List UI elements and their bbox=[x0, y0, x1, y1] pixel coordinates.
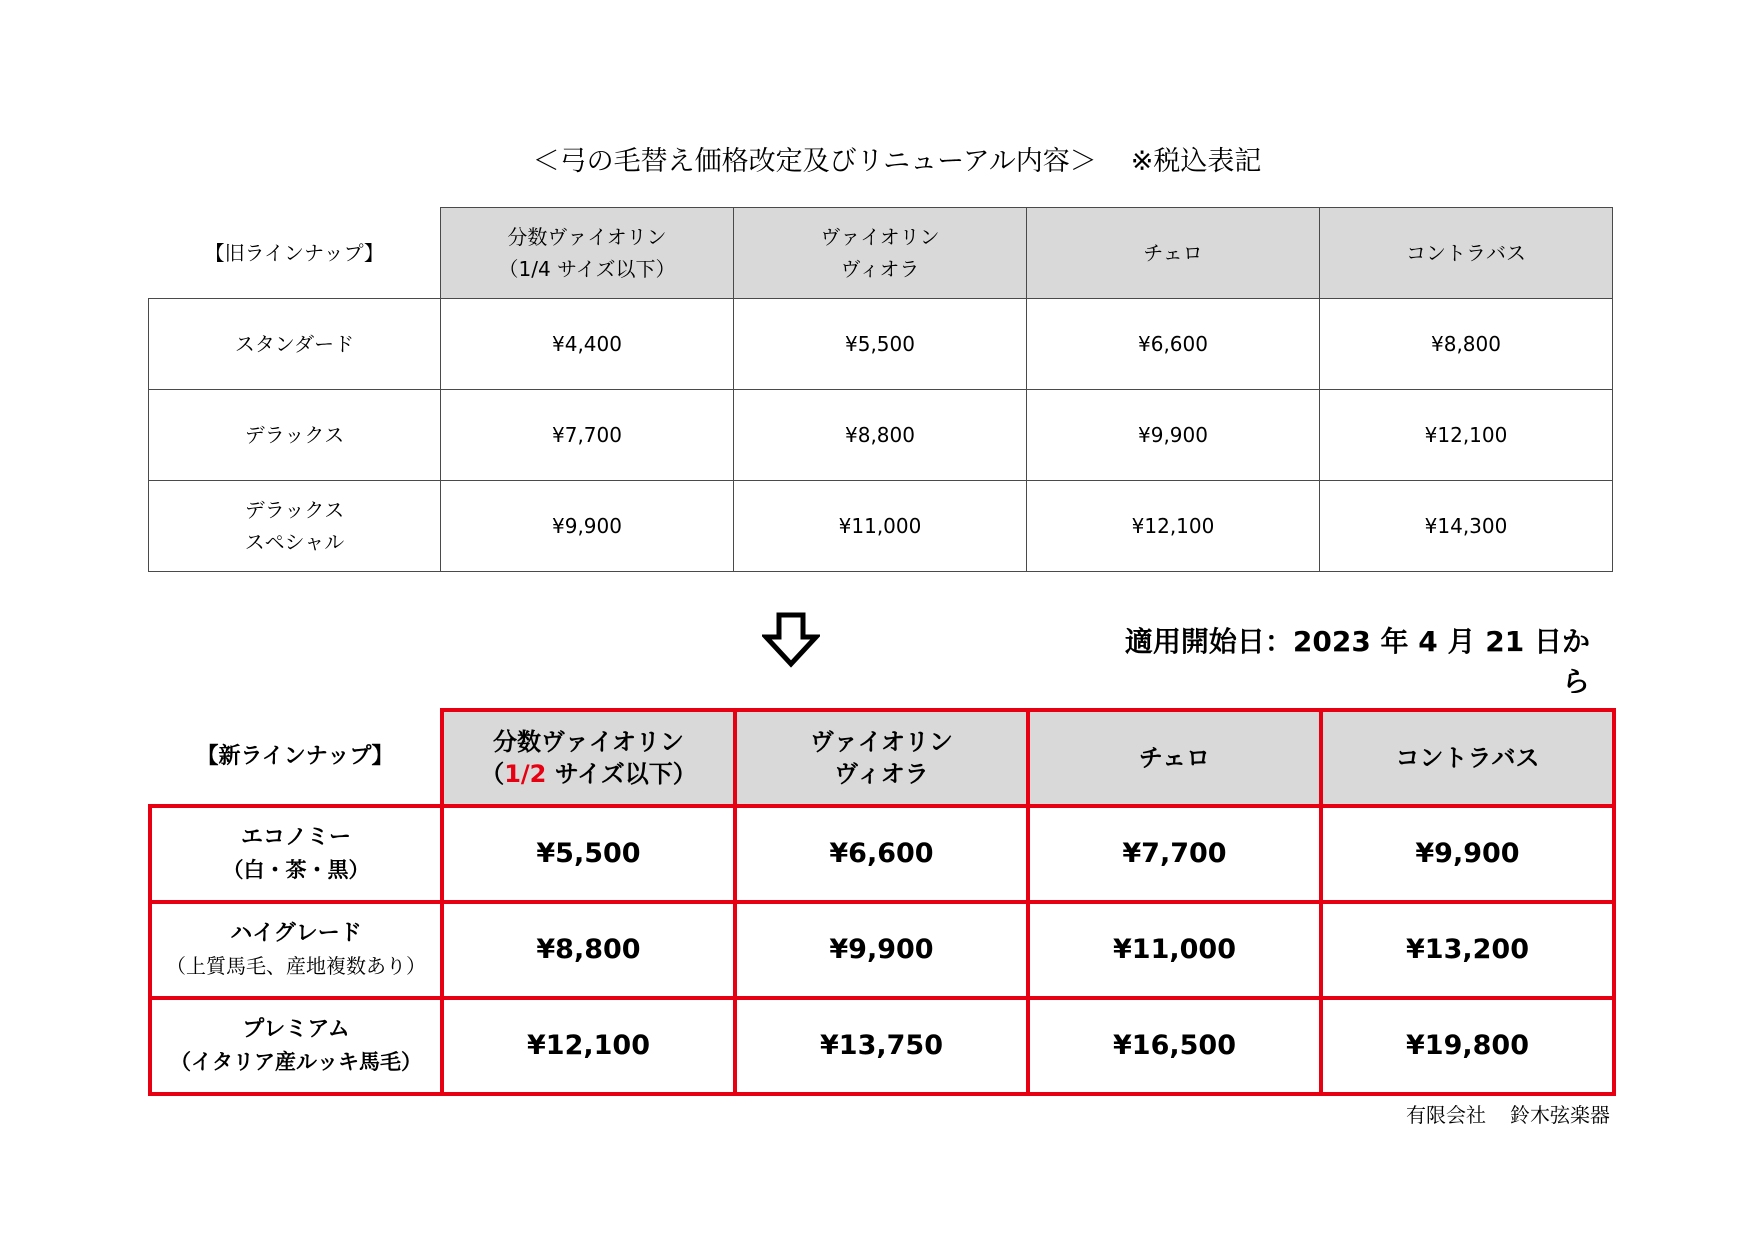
new-lineup-table bbox=[148, 708, 1616, 1096]
price-cell: ¥5,500 bbox=[734, 299, 1027, 390]
price-cell: ¥5,500 bbox=[442, 806, 735, 902]
title-text: ＜弓の毛替え価格改定及びリニューアル内容＞ bbox=[532, 146, 1097, 177]
new-header-contrabass: コントラバス bbox=[1321, 710, 1614, 806]
price-cell: ¥8,800 bbox=[734, 390, 1027, 481]
price-cell: ¥8,800 bbox=[442, 902, 735, 998]
price-cell: ¥4,400 bbox=[441, 299, 734, 390]
price-cell: ¥11,000 bbox=[734, 481, 1027, 572]
price-cell: ¥7,700 bbox=[1028, 806, 1321, 902]
price-cell: ¥12,100 bbox=[1027, 481, 1320, 572]
old-header-row bbox=[149, 208, 1613, 299]
old-header-violin-viola: ヴァイオリン ヴィオラ bbox=[734, 208, 1027, 299]
price-cell: ¥12,100 bbox=[1320, 390, 1613, 481]
price-cell: ¥9,900 bbox=[1027, 390, 1320, 481]
new-row-label-premium: プレミアム （イタリア産ルッキ馬毛） bbox=[150, 998, 442, 1094]
new-header-cello: チェロ bbox=[1028, 710, 1321, 806]
price-cell: ¥12,100 bbox=[442, 998, 735, 1094]
table-row bbox=[150, 806, 1614, 902]
page-title bbox=[0, 142, 1754, 182]
price-cell: ¥6,600 bbox=[1027, 299, 1320, 390]
price-cell: ¥8,800 bbox=[1320, 299, 1613, 390]
price-cell: ¥9,900 bbox=[1321, 806, 1614, 902]
company-type: 有限会社 bbox=[1406, 1103, 1486, 1127]
price-cell: ¥13,200 bbox=[1321, 902, 1614, 998]
down-arrow-icon bbox=[762, 612, 820, 668]
price-cell: ¥19,800 bbox=[1321, 998, 1614, 1094]
table-row bbox=[149, 299, 1613, 390]
old-row-label-deluxe: デラックス bbox=[149, 390, 441, 481]
new-row-label-high-grade: ハイグレード （上質馬毛、産地複数あり） bbox=[150, 902, 442, 998]
tax-note: ※税込表記 bbox=[1130, 146, 1262, 177]
old-row-label-deluxe-special: デラックス スペシャル bbox=[149, 481, 441, 572]
price-cell: ¥16,500 bbox=[1028, 998, 1321, 1094]
old-header-contrabass: コントラバス bbox=[1320, 208, 1613, 299]
new-header-row bbox=[150, 710, 1614, 806]
price-cell: ¥6,600 bbox=[735, 806, 1028, 902]
table-row bbox=[149, 481, 1613, 572]
new-header-fractional-violin: 分数ヴァイオリン （1/2 サイズ以下） bbox=[442, 710, 735, 806]
company-name bbox=[1200, 1100, 1610, 1130]
table-row bbox=[150, 902, 1614, 998]
new-row-label-economy: エコノミー （白・茶・黒） bbox=[150, 806, 442, 902]
table-row bbox=[149, 390, 1613, 481]
new-header-violin-viola: ヴァイオリン ヴィオラ bbox=[735, 710, 1028, 806]
price-cell: ¥9,900 bbox=[441, 481, 734, 572]
old-lineup-label: 【旧ラインナップ】 bbox=[149, 208, 441, 299]
price-cell: ¥13,750 bbox=[735, 998, 1028, 1094]
old-lineup-table bbox=[148, 207, 1613, 572]
price-cell: ¥14,300 bbox=[1320, 481, 1613, 572]
old-header-fractional-violin: 分数ヴァイオリン （1/4 サイズ以下） bbox=[441, 208, 734, 299]
old-header-cello: チェロ bbox=[1027, 208, 1320, 299]
price-cell: ¥11,000 bbox=[1028, 902, 1321, 998]
old-row-label-standard: スタンダード bbox=[149, 299, 441, 390]
company-title: 鈴木弦楽器 bbox=[1510, 1103, 1610, 1127]
effective-date: 適用開始日：2023 年 4 月 21 日から bbox=[1124, 625, 1590, 698]
table-row bbox=[150, 998, 1614, 1094]
new-lineup-label: 【新ラインナップ】 bbox=[150, 710, 442, 806]
price-cell: ¥9,900 bbox=[735, 902, 1028, 998]
price-cell: ¥7,700 bbox=[441, 390, 734, 481]
